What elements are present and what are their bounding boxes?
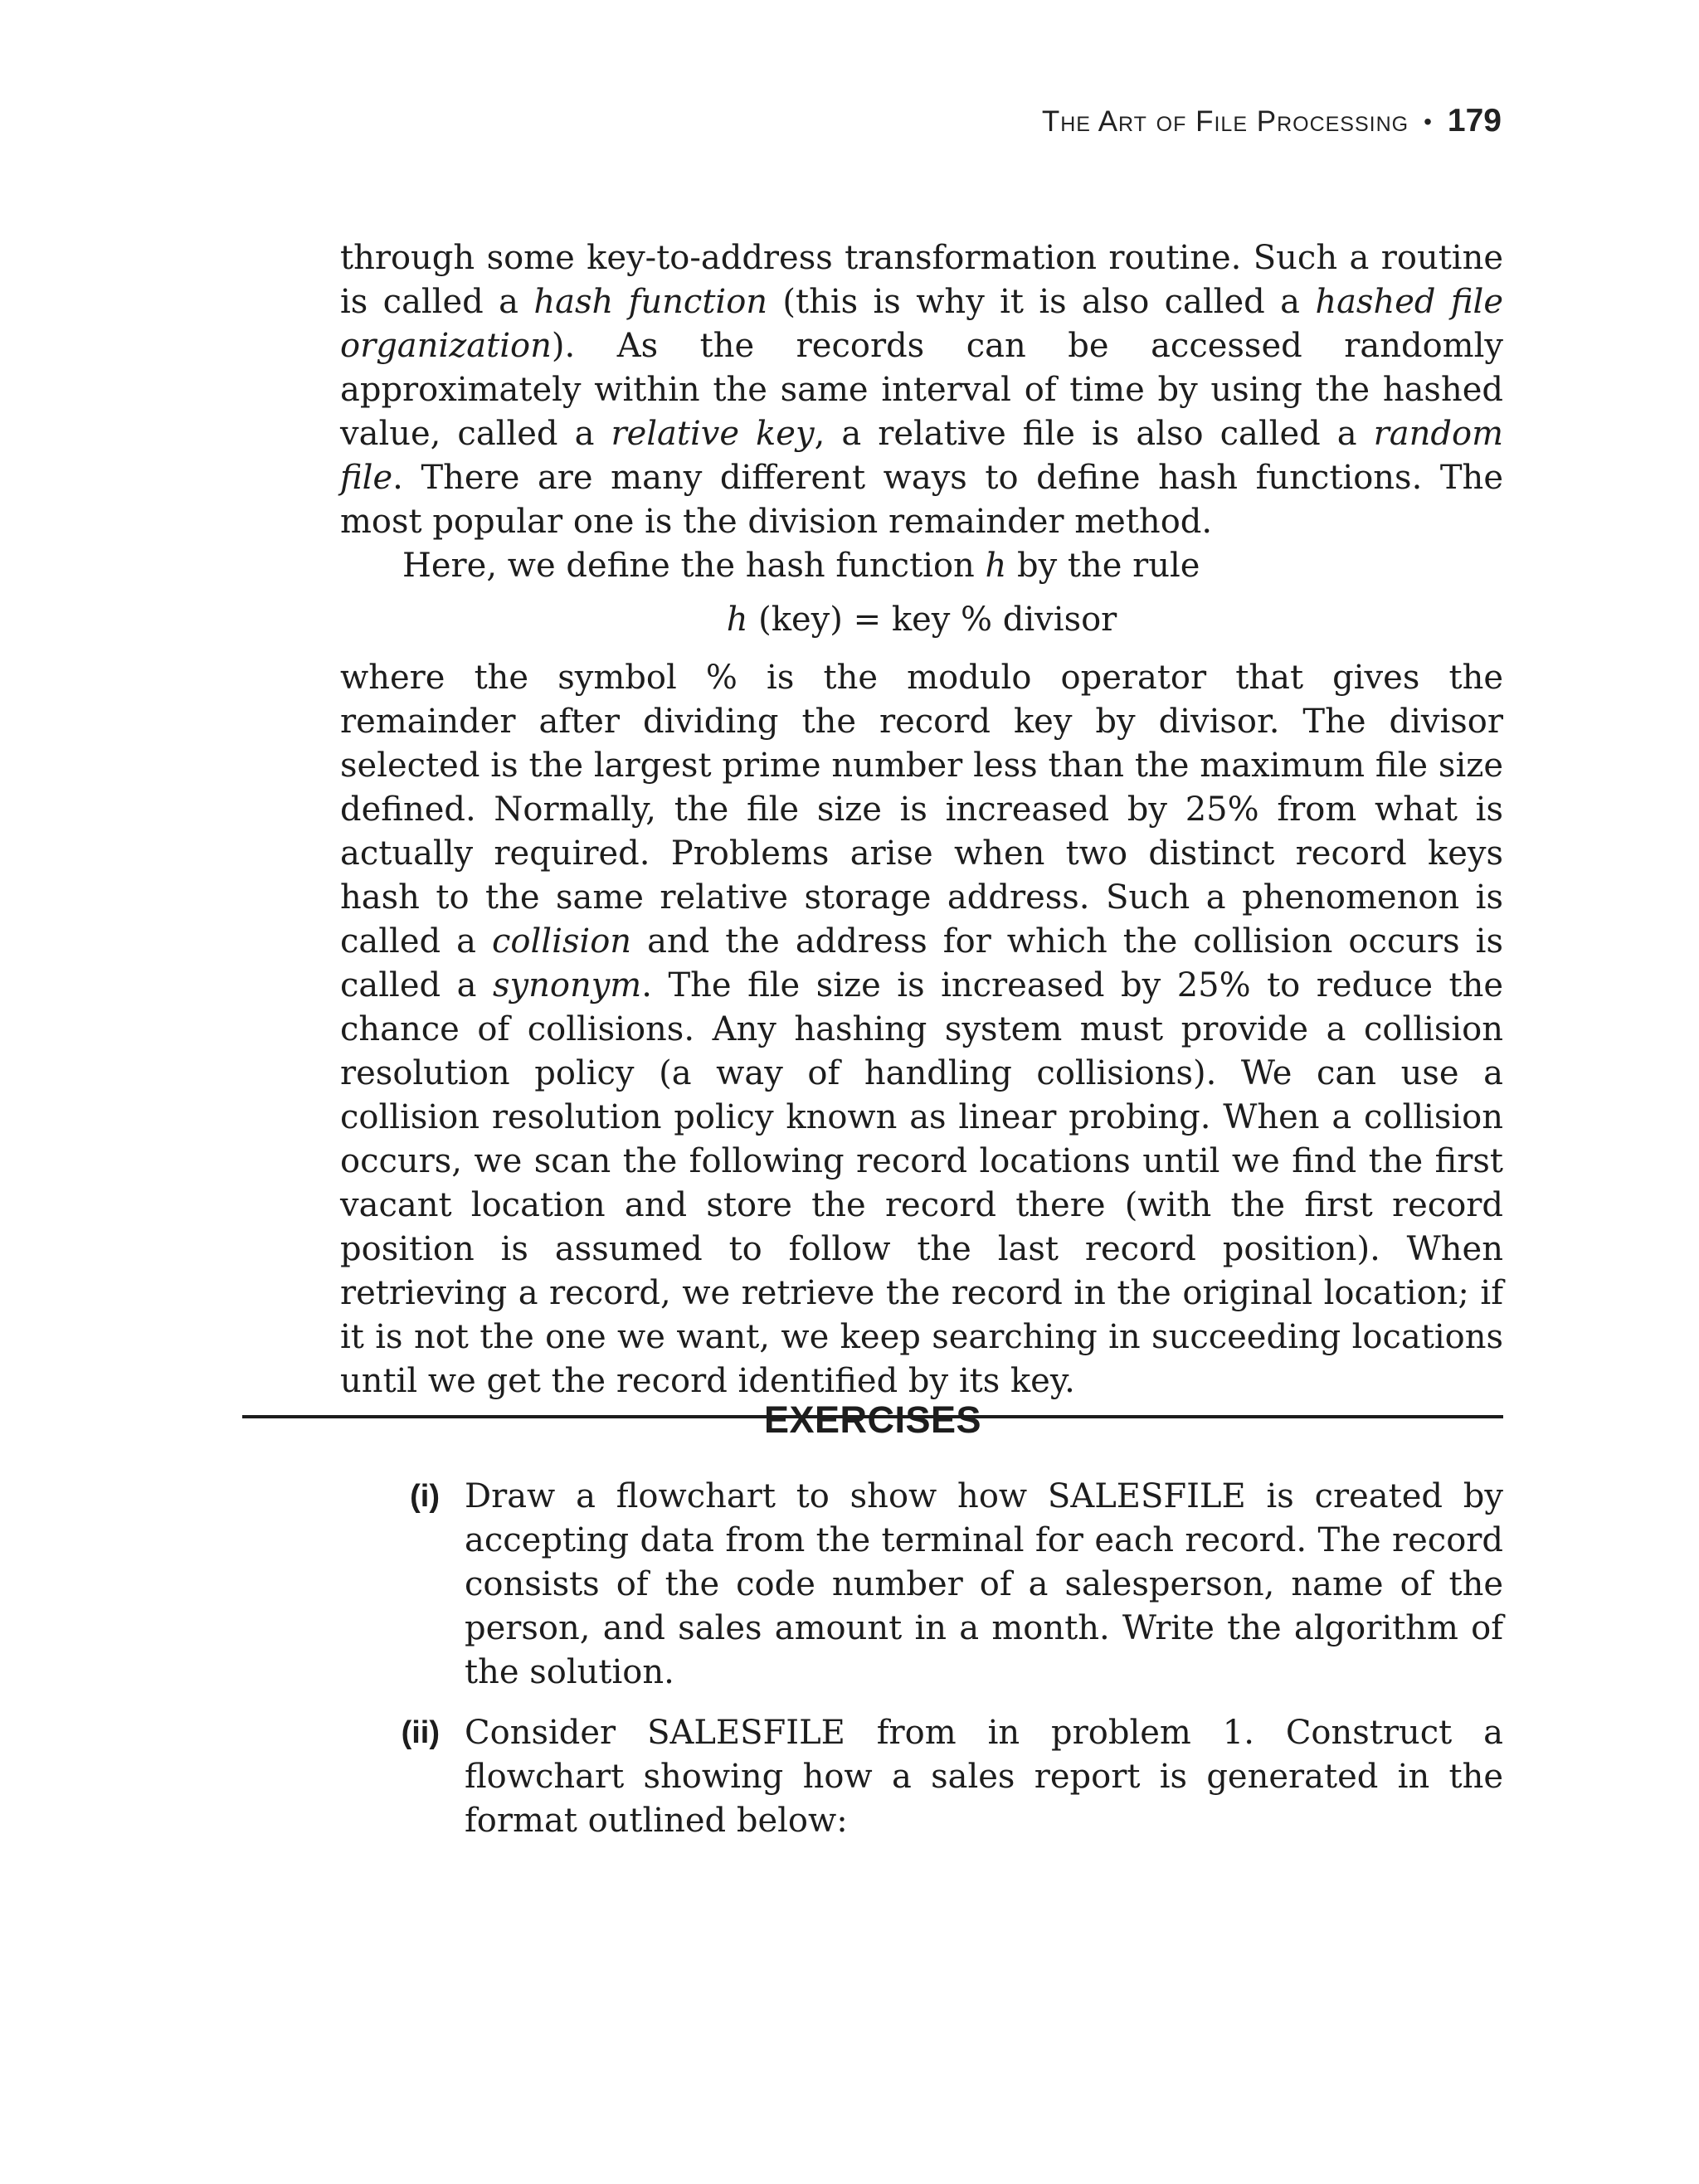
exercise-text: Consider SALESFILE from in problem 1. Construct a flowchart showing how a sales report is generated in the format outlined below: (465, 1714, 1503, 1840)
exercise-item (357, 1475, 1503, 1695)
term-hashed-file-organization: hashed file organization (340, 283, 1503, 365)
term-collision: collision (492, 922, 632, 961)
exercise-number: (ii) (401, 1715, 440, 1750)
exercises-heading-rule (242, 1415, 1503, 1418)
paragraph-text: . The file size is increased by 25% to reduce the chance of collisions. Any hashing system must provide a collision resolution policy (a way of handling collisions). We can use a collision resolution policy known as linear probing. When a collision occurs, we scan the following record locations until we find the first vacant location and store the record there (with the first record position is assumed to follow the last record position). When retrieving a record, we retrieve the record in the original location; if it is not the one we want, we keep searching in succeeding locations until we get the record identified by its key. (340, 966, 1504, 1400)
paragraph-text: by the rule (1006, 547, 1200, 585)
running-head-bullet: • (1424, 109, 1433, 134)
running-head (1042, 103, 1502, 139)
term-synonym: synonym (492, 966, 642, 1004)
variable-h: h (985, 547, 1007, 585)
running-head-title: The Art of File Processing (1041, 105, 1409, 138)
paragraph-text: , a relative file is also called a (814, 415, 1374, 453)
paragraph-text: Here, we define the hash function (402, 547, 986, 585)
body-paragraph-hash-function (340, 236, 1503, 544)
term-relative-key: relative key (611, 415, 815, 453)
exercise-item (357, 1711, 1503, 1843)
paragraph-text: where the symbol % is the modulo operator that gives the remainder after dividing the record key by divisor. The divisor selected is the largest prime number less than the maximum file size defined. Normally, the file size is increased by 25% from what is actually required. Problems arise when two distinct record keys hash to the same relative storage address. Such a phenomenon is called a (340, 659, 1503, 961)
exercise-list (357, 1475, 1503, 1860)
paragraph-text: (this is why it is also called a (767, 283, 1316, 321)
term-hash-function: hash function (533, 283, 768, 321)
paragraph-text: ). As the records can be accessed randomly approximately within the same interval of time by using the hashed value, called a (340, 327, 1503, 453)
equation-text: (key) = key % divisor (747, 601, 1117, 639)
body-paragraph-rule (340, 544, 1503, 588)
hash-equation (340, 588, 1503, 656)
exercises-heading: EXERCISES (763, 1398, 982, 1442)
paragraph-text: through some key-to-address transformation routine. Such a routine is called a (340, 239, 1503, 321)
page-number: 179 (1447, 103, 1502, 139)
body-paragraph-collisions (340, 656, 1503, 1403)
exercise-text: Draw a flowchart to show how SALESFILE is created by accepting data from the terminal for each record. The record consists of the code number of a salesperson, name of the person, and sales amount in a month. Write the algorithm of the solution. (465, 1477, 1503, 1691)
paragraph-text: . There are many different ways to define hash functions. The most popular one is the division remainder method. (340, 459, 1503, 541)
paragraph-text: and the address for which the collision occurs is called a (340, 922, 1504, 1004)
term-random-file: random file (340, 415, 1504, 497)
equation-function: h (726, 601, 748, 639)
page-content (340, 236, 1503, 1403)
exercise-number: (i) (410, 1479, 440, 1514)
